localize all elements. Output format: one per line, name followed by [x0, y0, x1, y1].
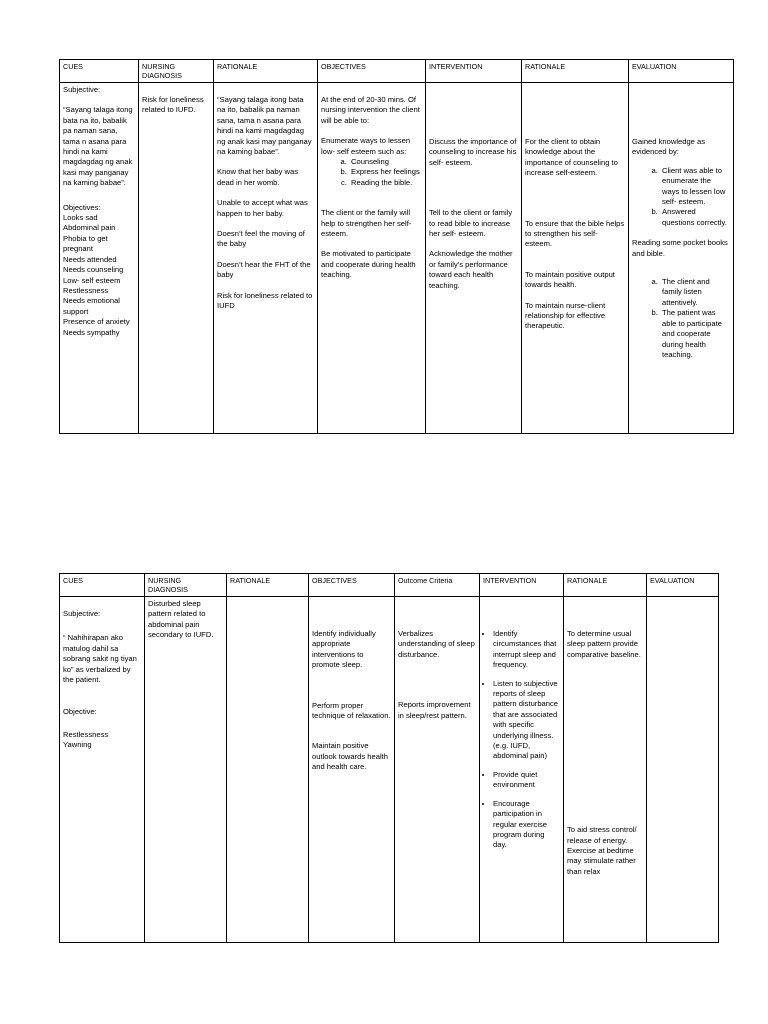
- cue-item: Abdominal pain: [63, 223, 116, 233]
- subjective-quote: “ Nahihirapan ako matulog dahil sa sobrang sakit ng tiyan ko” as verbalized by the patient.: [63, 633, 137, 685]
- rationale-2-text: To maintain nurse-client relationship for effective therapeutic.: [525, 300, 606, 331]
- cue-item: Restlessness: [63, 729, 109, 739]
- header-intervention: INTERVENTION: [426, 60, 522, 83]
- diagnosis-cell: [145, 597, 227, 943]
- intervention-list: [493, 629, 560, 851]
- intervention-cell: [426, 83, 522, 434]
- rationale-2-text: For the client to obtain knowledge about the importance of counseling to increase self-esteem.: [525, 137, 618, 178]
- list-item: a. Client was able to enumerate the ways to lessen low self- esteem.: [660, 166, 730, 208]
- header-objectives: OBJECTIVES: [309, 574, 395, 597]
- header-outcome-criteria: Outcome Criteria: [395, 574, 480, 597]
- rationale-2-text: To ensure that the bible helps to strengthen his self- esteem.: [525, 218, 625, 249]
- cue-item: Low- self esteem: [63, 275, 121, 285]
- rationale-2-cell: [522, 83, 629, 434]
- list-item: c. Reading the bible.: [349, 178, 422, 188]
- header-rationale-2: RATIONALE: [522, 60, 629, 83]
- header-cues: CUES: [60, 574, 145, 597]
- evaluation-cell: [647, 597, 719, 943]
- subjective-label: Subjective:: [63, 85, 101, 94]
- rationale-text: Know that her baby was dead in her womb.: [217, 167, 299, 187]
- diagnosis-cell: [139, 83, 214, 434]
- rationale-text: “Sayang talaga itong bata na ito, babalik pa naman sana, tama n asana para hindi na kami magdagdag ng anak kasi may panganay na kaming babae”.: [217, 95, 312, 157]
- header-intervention: INTERVENTION: [480, 574, 564, 597]
- subjective-label: Subjective:: [63, 609, 101, 618]
- rationale-text: Risk for loneliness related to IUFD: [217, 290, 313, 311]
- header-rationale: RATIONALE: [214, 60, 318, 83]
- cue-item: Yawning: [63, 740, 92, 750]
- intervention-text: Tell to the client or family to read bible to increase her self- esteem.: [429, 208, 513, 239]
- rationale-cell: [214, 83, 318, 434]
- evaluation-cell: [629, 83, 734, 434]
- objectives-cell: [318, 83, 426, 434]
- outcome-text: Verbalizes understanding of sleep disturbance.: [398, 629, 475, 659]
- objectives-intro: At the end of 20-30 mins. Of nursing intervention the client will be able to:: [321, 95, 420, 125]
- intervention-text: Acknowledge the mother or family’s performance toward each health teaching.: [429, 249, 513, 290]
- cue-item: Presence of anxiety: [63, 317, 130, 327]
- objectives-cell: [309, 597, 395, 943]
- outcome-criteria-cell: [395, 597, 480, 943]
- intervention-text: Discuss the importance of counseling to increase his self- esteem.: [429, 137, 517, 167]
- objectives-motivated: Be motivated to participate and cooperate during health teaching.: [321, 249, 416, 280]
- list-item: • Encourage participation in regular exercise program during day.: [493, 799, 560, 851]
- list-item: • Provide quiet environment: [493, 770, 560, 791]
- nursing-diagnosis-text: Disturbed sleep pattern related to abdominal pain secondary to IUFD.: [148, 599, 214, 640]
- evaluation-intro: Gained knowledge as evidenced by:: [632, 137, 706, 157]
- cue-item: Needs sympathy: [63, 327, 120, 337]
- rationale-2-text: Exercise at bedtime may stimulate rather than relax: [567, 846, 636, 876]
- table-header-row: [60, 574, 719, 597]
- rationale-text: Doesn’t hear the FHT of the baby: [217, 259, 311, 280]
- cues-cell: [60, 597, 145, 943]
- header-evaluation: EVALUATION: [647, 574, 719, 597]
- header-nursing-diagnosis: NURSING DIAGNOSIS: [139, 60, 214, 83]
- header-objectives: OBJECTIVES: [318, 60, 426, 83]
- care-plan-table-1: [59, 59, 734, 434]
- list-item: b. Answered questions correctly.: [660, 207, 730, 228]
- cue-item: Restlessness: [63, 285, 109, 295]
- rationale-2-text: To maintain positive output towards health.: [525, 269, 615, 290]
- rationale-2-text: To aid stress control/ release of energy.: [567, 825, 637, 845]
- objective-text: Identify individually appropriate interventions to promote sleep.: [312, 629, 376, 670]
- list-item: a. Counseling: [349, 157, 422, 167]
- list-item: a. The client and family listen attentively.: [660, 277, 730, 308]
- table-header-row: [60, 60, 734, 83]
- list-item: • Listen to subjective reports of sleep pattern disturbance that are associated with specific underlying illness. (e.g. IUFD, abdominal pain): [493, 679, 560, 762]
- evaluation-list-2: [660, 277, 730, 360]
- cue-item: Needs counseling: [63, 265, 124, 275]
- objectives-enumerate: Enumerate ways to lessen low- self esteem such as:: [321, 136, 411, 156]
- objective-label: Objective:: [63, 707, 97, 717]
- objective-text: Maintain positive outlook towards health and health care.: [312, 741, 388, 772]
- list-item: • Identify circumstances that interrupt sleep and frequency.: [493, 629, 560, 671]
- header-evaluation: EVALUATION: [629, 60, 734, 83]
- objectives-family: The client or the family will help to strengthen her self- esteem.: [321, 208, 412, 239]
- objective-text: Perform proper technique of relaxation.: [312, 700, 391, 721]
- objectives-ways-list: [349, 157, 422, 188]
- evaluation-list-1: [660, 166, 730, 228]
- outcome-text: Reports improvement in sleep/rest pattern.: [398, 700, 471, 720]
- objective-label: Objectives:: [63, 202, 101, 212]
- rationale-2-cell: [564, 597, 647, 943]
- header-rationale-2: RATIONALE: [564, 574, 647, 597]
- rationale-text: Doesn’t feel the moving of the baby: [217, 229, 305, 249]
- rationale-cell: [227, 597, 309, 943]
- list-item: b. The patient was able to participate and cooperate during health teaching.: [660, 308, 730, 360]
- header-nursing-diagnosis: NURSING DIAGNOSIS: [145, 574, 227, 597]
- subjective-quote: “Sayang talaga itong bata na ito, babalik pa naman sana, tama n asana para hindi na kami magdagdag ng anak kasi may panganay na kaming babae”.: [63, 105, 133, 188]
- cue-item: Needs attended: [63, 254, 117, 264]
- rationale-2-text: To determine usual sleep pattern provide comparative baseline.: [567, 629, 641, 659]
- cues-cell: [60, 83, 139, 434]
- care-plan-table-2: [59, 573, 719, 943]
- table-row: [60, 597, 719, 943]
- header-rationale: RATIONALE: [227, 574, 309, 597]
- intervention-cell: [480, 597, 564, 943]
- cue-item: Looks sad: [63, 213, 98, 223]
- cue-item: Phobia to get pregnant: [63, 233, 108, 254]
- rationale-text: Unable to accept what was happen to her baby.: [217, 198, 308, 218]
- header-cues: CUES: [60, 60, 139, 83]
- table-row: [60, 83, 734, 434]
- evaluation-reading: Reading some pocket books and bible.: [632, 238, 728, 258]
- list-item: b. Express her feelings: [349, 167, 422, 177]
- nursing-diagnosis-text: Risk for loneliness related to IUFD.: [142, 95, 204, 115]
- cue-item: Needs emotional support: [63, 296, 120, 316]
